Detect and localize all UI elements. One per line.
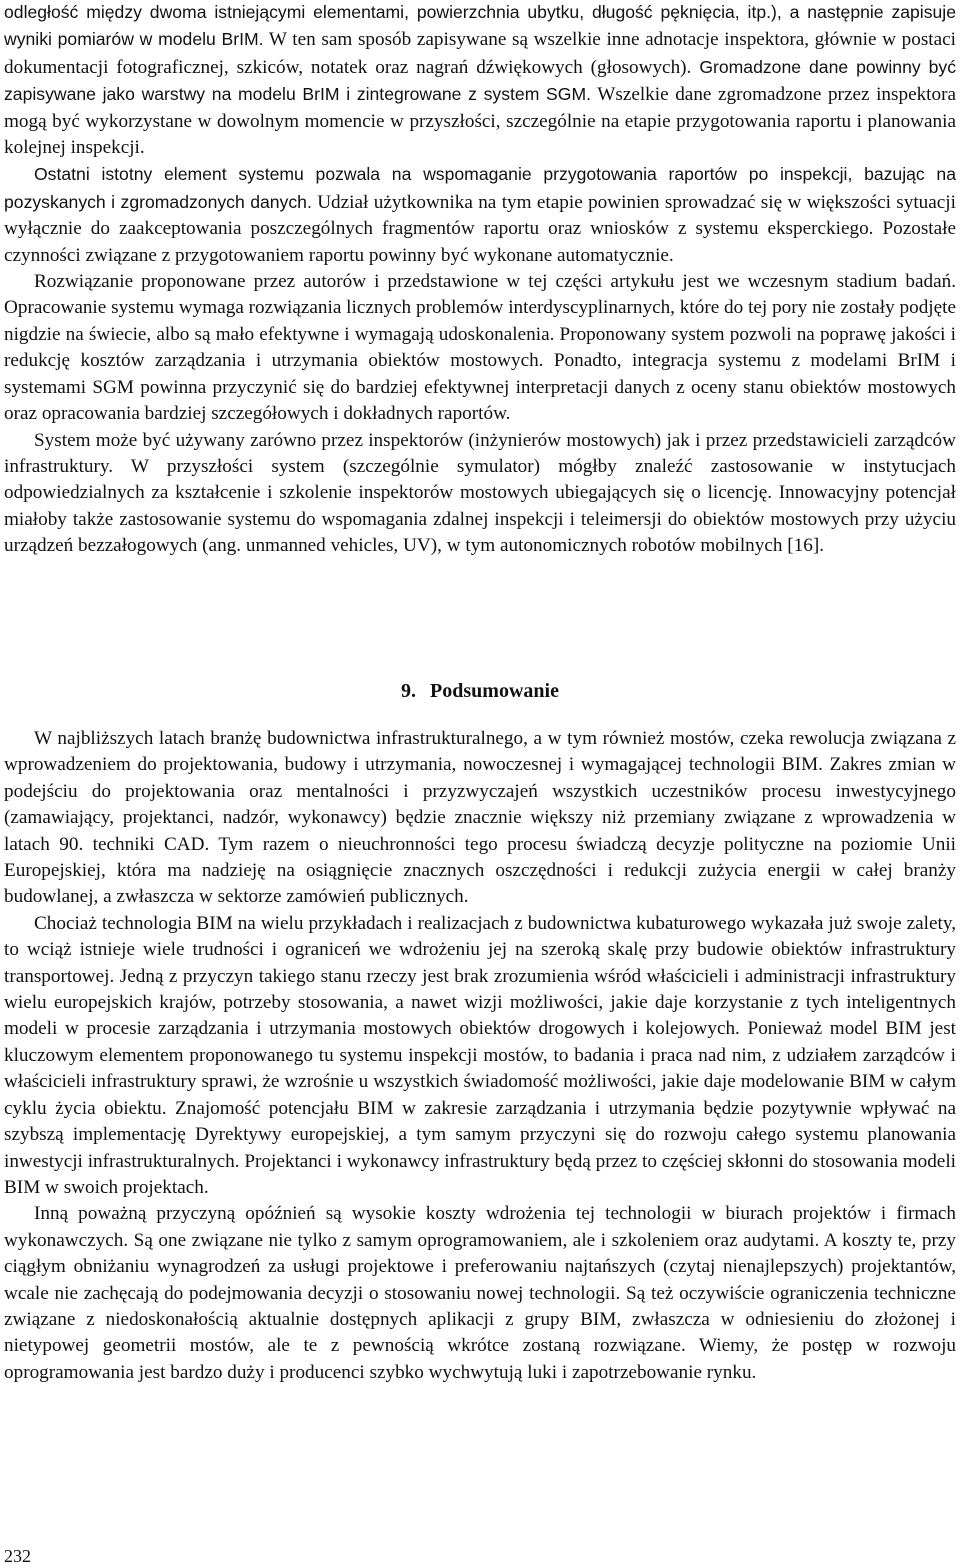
text-run-sans: Ostatni istotny element systemu pozwala na wspomaganie przygotowania raportów po inspekcji, bazując na pozyskanych i zgromadzonych danych. (4, 164, 956, 212)
text-run-sans: Gromadzone dane powinny być zapisywane jako warstwy na modelu BrIM i zintegrowane z system SGM. (4, 56, 956, 105)
section-title: Podsumowanie (430, 680, 559, 702)
page-number: 232 (4, 1546, 31, 1566)
section-number: 9. (401, 680, 417, 702)
section1-text (4, 0, 956, 560)
section2-text (4, 726, 956, 1386)
paragraph: Rozwiązanie proponowane przez autorów i przedstawione w tej części artykułu jest we wczesnym stadium badań. Opracowanie systemu wymaga rozwiązania licznych problemów interdyscyplinarnych, które do tej pory nie zostały podjęte nigdzie na świecie, albo są mało efektywne i wymagają udoskonalenia. Proponowany system pozwoli na poprawę jakości i redukcję kosztów zarządzania i utrzymania obiektów mostowych. Ponadto, integracja systemu z modelami BrIM i systemami SGM powinna przyczynić się do bardziej efektywnej interpretacji danych z oceny stanu obiektów mostowych oraz opracowania bardziej szczegółowych i dokładnych raportów. (4, 271, 956, 425)
section-heading (4, 678, 956, 704)
text-run-serif: W ten sam sposób zapisywane są wszelkie inne adnotacje inspektora, głównie w postaci dokumentacji fotograficznej, szkiców, notatek oraz nagrań dźwiękowych (głosowych). (4, 29, 956, 78)
paragraph: System może być używany zarówno przez inspektorów (inżynierów mostowych) jak i przez przedstawicieli zarządców infrastruktury. W przyszłości system (szczególnie symulator) mógłby znaleźć zastosowanie w instytucjach odpowiedzialnych za kształcenie i szkolenie inspektorów mostowych ubiegających się o licencję. Innowacyjny potencjał miałoby także zastosowanie systemu do wspomagania zdalnej inspekcji i teleimersji do obiektów mostowych przy użyciu urządzeń bezzałogowych (ang. unmanned vehicles, UV), w tym autonomicznych robotów mobilnych [16]. (4, 429, 956, 557)
text-run-serif: Wszelkie dane zgromadzone przez inspektora mogą być wykorzystane w dowolnym momencie w przyszłości, szczególnie na etapie przygotowania raportu i planowania kolejnej inspekcji. (4, 84, 957, 159)
paragraph: Inną poważną przyczyną opóźnień są wysokie koszty wdrożenia tej technologii w biurach projektów i firmach wykonawczych. Są one związane nie tylko z samym oprogramowaniem, ale i szkoleniem oraz audytami. A koszty te, przy ciągłym obniżaniu wynagrodzeń za usługi projektowe i preferowaniu najtańszych (czytaj nienajlepszych) projektantów, wcale nie zachęcają do podejmowania decyzji o stosowaniu nowej technologii. Są też oczywiście ograniczenia techniczne związane z niedoskonałością aktualnie dostępnych aplikacji z grupy BIM, zwłaszcza w odniesieniu do złożonej i nietypowej geometrii mostów, ale te z pewnością wkrótce zostaną rozwiązane. Wiemy, że postęp w rozwoju oprogramowania jest bardzo duży i producenci szybko wychwytują luki i zapotrzebowanie rynku. (4, 1203, 956, 1383)
text-run-sans: odległość między dwoma istniejącymi elementami, powierzchnia ubytku, długość pęknięcia, itp.), a następnie zapisuje wyniki pomiarów w modelu BrIM. (4, 2, 956, 50)
paragraph (4, 0, 956, 161)
paragraph: Chociaż technologia BIM na wielu przykładach i realizacjach z budownictwa kubaturowego wykazała już swoje zalety, to wciąż istnieje wiele trudności i ograniceń we wdrożeniu jej na szeroką skalę przy budowie obiektów infrastruktury transportowej. Jedną z przyczyn takiego stanu rzeczy jest brak zrozumienia wśród właścicieli i administracji infrastruktury wielu europejskich krajów, potrzeby stosowania, a nawet wizji możliwości, jakie daje korzystanie z tych inteligentnych modeli w procesie zarządzania i utrzymania mostowych obiektów drogowych i kolejowych. Ponieważ model BIM jest kluczowym elementem proponowanego tu systemu inspekcji mostów, to badania i praca nad nim, z udziałem zarządców i właścicieli infrastruktury sprawi, że wzrośnie u wszystkich świadomość możliwości, jakie daje modelowanie BIM w całym cyklu życia obiektu. Znajomość potencjału BIM w zakresie zarządzania i utrzymania będzie pozytywnie wpływać na szybszą implementację Dyrektywy europejskiej, a tym samym przyczyni się do rozwoju całego systemu planowania inwestycji infrastrukturalnych. Projektanci i wykonawcy infrastruktury będą przez to częściej skłonni do stosowania modeli BIM w swoich projektach. (4, 912, 956, 1198)
paragraph (4, 161, 956, 269)
text-run-serif: Udział użytkownika na tym etapie powinien sprowadzać się w większości sytuacji wyłącznie do zaakceptowania poszczególnych fragmentów raportu oraz wniosków z systemu eksperckiego. Pozostałe czynności związane z przygotowaniem raportu powinny być wykonane automatycznie. (4, 191, 956, 266)
paragraph: W najbliższych latach branżę budownictwa infrastrukturalnego, a w tym również mostów, czeka rewolucja związana z wprowadzeniem do projektowania, budowy i utrzymania, nowoczesnej i wymagającej technologii BIM. Zakres zmian w podejściu do projektowania oraz mentalności i przyzwyczajeń wszystkich uczestników procesu inwestycyjnego (zamawiający, projektanci, nadzór, wykonawcy) będzie znacznie większy niż przemiany związane z wprowadzenia w latach 90. techniki CAD. Tym razem o nieuchronności tego procesu świadczą decyzje polityczne na poziomie Unii Europejskiej, która ma nadzieję na osiągnięcie znacznych oszczędności i redukcji zużycia energii w całej branży budowlanej, a zwłaszcza w sektorze zamówień publicznych. (4, 728, 956, 908)
